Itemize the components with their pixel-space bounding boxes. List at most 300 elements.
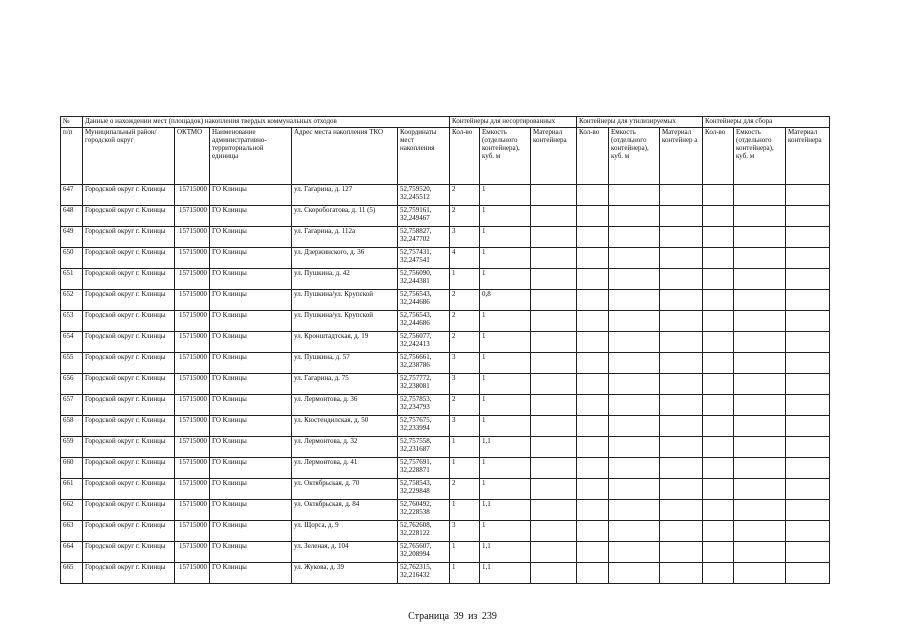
cell-oktmo: 15715000 [175, 437, 210, 458]
cell-unsorted-material [531, 269, 577, 290]
cell-recyclable-material [660, 521, 703, 542]
header-unsorted-capacity: Емкость (отдельного контейнера), куб. м [480, 128, 531, 185]
cell-recyclable-count [577, 227, 609, 248]
cell-collection-capacity [734, 521, 786, 542]
cell-collection-material [786, 437, 830, 458]
cell-unsorted-material [531, 248, 577, 269]
cell-coords: 52,757431, 32,247541 [398, 248, 450, 269]
cell-unsorted-count: 1 [450, 542, 480, 563]
cell-recyclable-capacity [609, 227, 660, 248]
cell-oktmo: 15715000 [175, 269, 210, 290]
cell-no: 661 [61, 479, 83, 500]
cell-admin-unit: ГО Клинцы [210, 458, 292, 479]
cell-unsorted-capacity: 1 [480, 248, 531, 269]
cell-unsorted-count: 3 [450, 521, 480, 542]
cell-municipality: Городской округ г. Клинцы [83, 500, 175, 521]
cell-unsorted-count: 2 [450, 290, 480, 311]
cell-municipality: Городской округ г. Клинцы [83, 437, 175, 458]
cell-collection-count [703, 542, 734, 563]
cell-unsorted-material [531, 395, 577, 416]
cell-coords: 52,759520, 32,245512 [398, 185, 450, 206]
header-group-unsorted: Контейнеры для несортированных [450, 117, 577, 128]
header-recyclable-count: Кол-во [577, 128, 609, 185]
cell-recyclable-capacity [609, 479, 660, 500]
cell-unsorted-capacity: 1 [480, 269, 531, 290]
cell-municipality: Городской округ г. Клинцы [83, 206, 175, 227]
cell-address: ул. Октябрьская, д. 84 [292, 500, 398, 521]
cell-municipality: Городской округ г. Клинцы [83, 332, 175, 353]
cell-no: 652 [61, 290, 83, 311]
cell-collection-material [786, 332, 830, 353]
cell-no: 658 [61, 416, 83, 437]
cell-no: 657 [61, 395, 83, 416]
cell-unsorted-material [531, 479, 577, 500]
cell-collection-capacity [734, 185, 786, 206]
cell-oktmo: 15715000 [175, 185, 210, 206]
cell-collection-capacity [734, 500, 786, 521]
cell-coords: 52,756661, 32,238786 [398, 353, 450, 374]
cell-recyclable-material [660, 479, 703, 500]
cell-address: ул. Зеленая, д. 104 [292, 542, 398, 563]
cell-collection-count [703, 332, 734, 353]
cell-unsorted-capacity: 1 [480, 395, 531, 416]
header-oktmo: ОКТМО [175, 128, 210, 185]
cell-no: 647 [61, 185, 83, 206]
cell-recyclable-count [577, 248, 609, 269]
cell-coords: 52,756543, 32,244686 [398, 290, 450, 311]
cell-coords: 52,760492, 32,228538 [398, 500, 450, 521]
table-row [61, 332, 830, 353]
cell-coords: 52,757675, 32,233994 [398, 416, 450, 437]
cell-no: 664 [61, 542, 83, 563]
cell-collection-capacity [734, 542, 786, 563]
cell-municipality: Городской округ г. Клинцы [83, 185, 175, 206]
cell-no: 654 [61, 332, 83, 353]
cell-recyclable-count [577, 206, 609, 227]
cell-collection-capacity [734, 563, 786, 584]
cell-admin-unit: ГО Клинцы [210, 269, 292, 290]
cell-recyclable-count [577, 269, 609, 290]
cell-recyclable-capacity [609, 353, 660, 374]
cell-unsorted-count: 2 [450, 479, 480, 500]
cell-unsorted-material [531, 290, 577, 311]
cell-municipality: Городской округ г. Клинцы [83, 416, 175, 437]
cell-unsorted-material [531, 563, 577, 584]
header-unsorted-count: Кол-во [450, 128, 480, 185]
cell-recyclable-material [660, 185, 703, 206]
cell-recyclable-material [660, 563, 703, 584]
cell-collection-count [703, 458, 734, 479]
cell-recyclable-capacity [609, 395, 660, 416]
cell-admin-unit: ГО Клинцы [210, 500, 292, 521]
cell-recyclable-material [660, 248, 703, 269]
cell-collection-count [703, 479, 734, 500]
cell-recyclable-material [660, 437, 703, 458]
cell-collection-count [703, 500, 734, 521]
cell-coords: 52,757853, 32,234793 [398, 395, 450, 416]
header-municipality: Муниципальный район/городской округ [83, 128, 175, 185]
cell-no: 650 [61, 248, 83, 269]
cell-unsorted-count: 2 [450, 395, 480, 416]
cell-address: ул. Пушкина, д. 42 [292, 269, 398, 290]
cell-admin-unit: ГО Клинцы [210, 521, 292, 542]
cell-recyclable-material [660, 458, 703, 479]
cell-collection-count [703, 206, 734, 227]
cell-coords: 52,757691, 32,228871 [398, 458, 450, 479]
cell-address: ул. Жукова, д. 39 [292, 563, 398, 584]
cell-municipality: Городской округ г. Клинцы [83, 479, 175, 500]
cell-recyclable-count [577, 311, 609, 332]
cell-municipality: Городской округ г. Клинцы [83, 248, 175, 269]
cell-collection-material [786, 542, 830, 563]
table-row [61, 563, 830, 584]
cell-recyclable-count [577, 500, 609, 521]
cell-municipality: Городской округ г. Клинцы [83, 521, 175, 542]
cell-unsorted-capacity: 1 [480, 206, 531, 227]
cell-unsorted-material [531, 311, 577, 332]
cell-collection-count [703, 416, 734, 437]
header-recyclable-capacity: Емкость (отдельного контейнера), куб. м [609, 128, 660, 185]
cell-recyclable-capacity [609, 437, 660, 458]
cell-unsorted-capacity: 1,1 [480, 542, 531, 563]
cell-admin-unit: ГО Клинцы [210, 563, 292, 584]
cell-unsorted-count: 2 [450, 332, 480, 353]
cell-admin-unit: ГО Клинцы [210, 374, 292, 395]
cell-recyclable-count [577, 185, 609, 206]
cell-unsorted-material [531, 206, 577, 227]
cell-collection-capacity [734, 479, 786, 500]
cell-recyclable-count [577, 374, 609, 395]
cell-unsorted-capacity: 1 [480, 374, 531, 395]
table-row [61, 185, 830, 206]
cell-recyclable-capacity [609, 290, 660, 311]
cell-unsorted-count: 2 [450, 206, 480, 227]
cell-municipality: Городской округ г. Клинцы [83, 458, 175, 479]
cell-recyclable-material [660, 416, 703, 437]
cell-address: ул. Октябрьская, д. 70 [292, 479, 398, 500]
cell-recyclable-capacity [609, 563, 660, 584]
cell-coords: 52,762315, 32,216432 [398, 563, 450, 584]
cell-unsorted-material [531, 416, 577, 437]
cell-recyclable-capacity [609, 416, 660, 437]
cell-unsorted-capacity: 1,1 [480, 563, 531, 584]
cell-oktmo: 15715000 [175, 227, 210, 248]
cell-collection-material [786, 248, 830, 269]
cell-collection-capacity [734, 206, 786, 227]
header-column-row [61, 128, 830, 185]
table-row [61, 374, 830, 395]
cell-oktmo: 15715000 [175, 458, 210, 479]
cell-unsorted-count: 4 [450, 248, 480, 269]
cell-recyclable-capacity [609, 458, 660, 479]
cell-collection-count [703, 374, 734, 395]
cell-oktmo: 15715000 [175, 206, 210, 227]
cell-unsorted-capacity: 1 [480, 458, 531, 479]
cell-oktmo: 15715000 [175, 311, 210, 332]
cell-unsorted-capacity: 1,1 [480, 437, 531, 458]
cell-unsorted-count: 1 [450, 563, 480, 584]
table-row [61, 458, 830, 479]
cell-unsorted-count: 1 [450, 269, 480, 290]
cell-no: 649 [61, 227, 83, 248]
cell-collection-material [786, 416, 830, 437]
cell-address: ул. Пушкина/ул. Крупской [292, 290, 398, 311]
cell-recyclable-material [660, 290, 703, 311]
cell-no: 656 [61, 374, 83, 395]
cell-admin-unit: ГО Клинцы [210, 437, 292, 458]
cell-collection-count [703, 290, 734, 311]
cell-collection-material [786, 353, 830, 374]
table-row [61, 395, 830, 416]
cell-recyclable-capacity [609, 248, 660, 269]
table-row [61, 206, 830, 227]
header-collection-material: Материал контейнера [786, 128, 830, 185]
cell-admin-unit: ГО Клинцы [210, 332, 292, 353]
cell-admin-unit: ГО Клинцы [210, 185, 292, 206]
cell-unsorted-material [531, 458, 577, 479]
cell-unsorted-material [531, 521, 577, 542]
cell-recyclable-count [577, 479, 609, 500]
cell-municipality: Городской округ г. Клинцы [83, 290, 175, 311]
cell-recyclable-capacity [609, 332, 660, 353]
table-row [61, 227, 830, 248]
cell-recyclable-material [660, 332, 703, 353]
cell-collection-material [786, 521, 830, 542]
cell-recyclable-material [660, 374, 703, 395]
cell-unsorted-capacity: 1 [480, 185, 531, 206]
cell-address: ул. Дзержинского, д. 36 [292, 248, 398, 269]
cell-unsorted-count: 3 [450, 374, 480, 395]
cell-unsorted-count: 3 [450, 353, 480, 374]
cell-admin-unit: ГО Клинцы [210, 206, 292, 227]
cell-collection-material [786, 227, 830, 248]
cell-collection-capacity [734, 353, 786, 374]
cell-admin-unit: ГО Клинцы [210, 353, 292, 374]
cell-collection-capacity [734, 374, 786, 395]
cell-unsorted-material [531, 227, 577, 248]
cell-oktmo: 15715000 [175, 248, 210, 269]
cell-recyclable-count [577, 395, 609, 416]
cell-unsorted-material [531, 374, 577, 395]
cell-coords: 52,765607, 32,208994 [398, 542, 450, 563]
cell-admin-unit: ГО Клинцы [210, 416, 292, 437]
cell-coords: 52,757772, 32,238081 [398, 374, 450, 395]
cell-admin-unit: ГО Клинцы [210, 311, 292, 332]
cell-admin-unit: ГО Клинцы [210, 227, 292, 248]
cell-collection-count [703, 248, 734, 269]
cell-no: 659 [61, 437, 83, 458]
header-unsorted-material: Материал контейнера [531, 128, 577, 185]
cell-recyclable-material [660, 353, 703, 374]
page-of: из [468, 611, 478, 622]
cell-address: ул. Гагарина, д. 75 [292, 374, 398, 395]
cell-collection-count [703, 269, 734, 290]
cell-address: ул. Кронштадтская, д. 19 [292, 332, 398, 353]
cell-collection-material [786, 206, 830, 227]
cell-municipality: Городской округ г. Клинцы [83, 563, 175, 584]
cell-collection-material [786, 374, 830, 395]
cell-unsorted-capacity: 0,8 [480, 290, 531, 311]
cell-collection-capacity [734, 290, 786, 311]
cell-collection-capacity [734, 248, 786, 269]
cell-address: ул. Лермонтова, д. 32 [292, 437, 398, 458]
cell-recyclable-count [577, 458, 609, 479]
cell-municipality: Городской округ г. Клинцы [83, 395, 175, 416]
cell-oktmo: 15715000 [175, 416, 210, 437]
cell-oktmo: 15715000 [175, 290, 210, 311]
cell-oktmo: 15715000 [175, 353, 210, 374]
cell-recyclable-count [577, 353, 609, 374]
cell-recyclable-material [660, 311, 703, 332]
cell-admin-unit: ГО Клинцы [210, 248, 292, 269]
cell-recyclable-material [660, 542, 703, 563]
cell-coords: 52,756090, 32,244381 [398, 269, 450, 290]
cell-unsorted-count: 1 [450, 500, 480, 521]
cell-no: 655 [61, 353, 83, 374]
document-sheet [60, 116, 830, 584]
cell-municipality: Городской округ г. Клинцы [83, 542, 175, 563]
cell-recyclable-material [660, 500, 703, 521]
page-word: Страница [408, 611, 450, 622]
table-row [61, 311, 830, 332]
cell-collection-material [786, 500, 830, 521]
cell-collection-count [703, 227, 734, 248]
header-group-collection: Контейнеры для сбора [703, 117, 830, 128]
cell-recyclable-capacity [609, 206, 660, 227]
cell-recyclable-capacity [609, 521, 660, 542]
cell-coords: 52,757558, 32,231687 [398, 437, 450, 458]
containers-table [60, 116, 830, 584]
cell-recyclable-count [577, 542, 609, 563]
cell-unsorted-count: 2 [450, 185, 480, 206]
cell-coords: 52,756543, 32,244686 [398, 311, 450, 332]
cell-oktmo: 15715000 [175, 500, 210, 521]
cell-collection-capacity [734, 395, 786, 416]
cell-collection-material [786, 290, 830, 311]
cell-unsorted-material [531, 185, 577, 206]
cell-collection-capacity [734, 227, 786, 248]
cell-no: 660 [61, 458, 83, 479]
cell-recyclable-capacity [609, 500, 660, 521]
cell-municipality: Городской округ г. Клинцы [83, 227, 175, 248]
header-group-row [61, 117, 830, 128]
cell-no: 648 [61, 206, 83, 227]
cell-collection-capacity [734, 416, 786, 437]
cell-coords: 52,756077, 32,242413 [398, 332, 450, 353]
cell-collection-capacity [734, 269, 786, 290]
cell-collection-material [786, 458, 830, 479]
cell-coords: 52,759161, 32,249467 [398, 206, 450, 227]
cell-collection-capacity [734, 311, 786, 332]
cell-oktmo: 15715000 [175, 374, 210, 395]
cell-collection-material [786, 311, 830, 332]
cell-recyclable-material [660, 227, 703, 248]
cell-oktmo: 15715000 [175, 395, 210, 416]
table-row [61, 248, 830, 269]
cell-coords: 52,758543, 32,229848 [398, 479, 450, 500]
cell-unsorted-count: 1 [450, 458, 480, 479]
cell-unsorted-count: 2 [450, 311, 480, 332]
table-row [61, 416, 830, 437]
cell-unsorted-capacity: 1 [480, 311, 531, 332]
cell-unsorted-count: 1 [450, 437, 480, 458]
cell-address: ул. Гагарина, д. 112а [292, 227, 398, 248]
header-recyclable-material: Материал контейнер а [660, 128, 703, 185]
cell-recyclable-count [577, 521, 609, 542]
table-row [61, 269, 830, 290]
cell-no: 653 [61, 311, 83, 332]
cell-address: ул. Щорса, д. 9 [292, 521, 398, 542]
cell-address: ул. Пушкина/ул. Крупской [292, 311, 398, 332]
cell-recyclable-count [577, 563, 609, 584]
cell-unsorted-count: 3 [450, 416, 480, 437]
cell-recyclable-material [660, 269, 703, 290]
cell-collection-material [786, 479, 830, 500]
cell-recyclable-count [577, 290, 609, 311]
table-row [61, 521, 830, 542]
cell-recyclable-count [577, 437, 609, 458]
header-collection-count: Кол-во [703, 128, 734, 185]
cell-oktmo: 15715000 [175, 542, 210, 563]
cell-collection-count [703, 185, 734, 206]
cell-address: ул. Скоробогатова, д. 11 (5) [292, 206, 398, 227]
cell-admin-unit: ГО Клинцы [210, 395, 292, 416]
header-no: № [61, 117, 83, 128]
cell-recyclable-capacity [609, 269, 660, 290]
cell-collection-count [703, 395, 734, 416]
cell-municipality: Городской округ г. Клинцы [83, 374, 175, 395]
cell-unsorted-capacity: 1,1 [480, 500, 531, 521]
cell-no: 665 [61, 563, 83, 584]
cell-recyclable-capacity [609, 311, 660, 332]
cell-no: 651 [61, 269, 83, 290]
header-coords: Координаты мест накопления [398, 128, 450, 185]
cell-recyclable-capacity [609, 542, 660, 563]
cell-recyclable-material [660, 206, 703, 227]
header-group-recyclable: Контейнеры для утилизируемых [577, 117, 703, 128]
cell-unsorted-capacity: 1 [480, 353, 531, 374]
cell-unsorted-material [531, 332, 577, 353]
cell-collection-capacity [734, 458, 786, 479]
cell-collection-capacity [734, 332, 786, 353]
cell-unsorted-capacity: 1 [480, 521, 531, 542]
header-group-location: Данные о нахождении мест (площадок) накопления твердых коммунальных отходов [83, 117, 450, 128]
cell-unsorted-material [531, 437, 577, 458]
header-address: Адрес места накопления ТКО [292, 128, 398, 185]
cell-collection-material [786, 269, 830, 290]
cell-unsorted-capacity: 1 [480, 479, 531, 500]
table-row [61, 290, 830, 311]
table-row [61, 479, 830, 500]
page-total: 239 [481, 611, 497, 622]
cell-recyclable-capacity [609, 374, 660, 395]
cell-admin-unit: ГО Клинцы [210, 479, 292, 500]
cell-collection-capacity [734, 437, 786, 458]
cell-unsorted-capacity: 1 [480, 416, 531, 437]
header-admin-unit: Наименование административно-территориальной единицы [210, 128, 292, 185]
cell-collection-material [786, 185, 830, 206]
header-no-sub: п/п [61, 128, 83, 185]
cell-unsorted-material [531, 542, 577, 563]
cell-unsorted-count: 3 [450, 227, 480, 248]
cell-collection-count [703, 311, 734, 332]
cell-address: ул. Лермонтова, д. 36 [292, 395, 398, 416]
page-footer [0, 611, 905, 622]
table-row [61, 353, 830, 374]
cell-coords: 52,758827, 32,247702 [398, 227, 450, 248]
cell-unsorted-capacity: 1 [480, 332, 531, 353]
cell-oktmo: 15715000 [175, 563, 210, 584]
